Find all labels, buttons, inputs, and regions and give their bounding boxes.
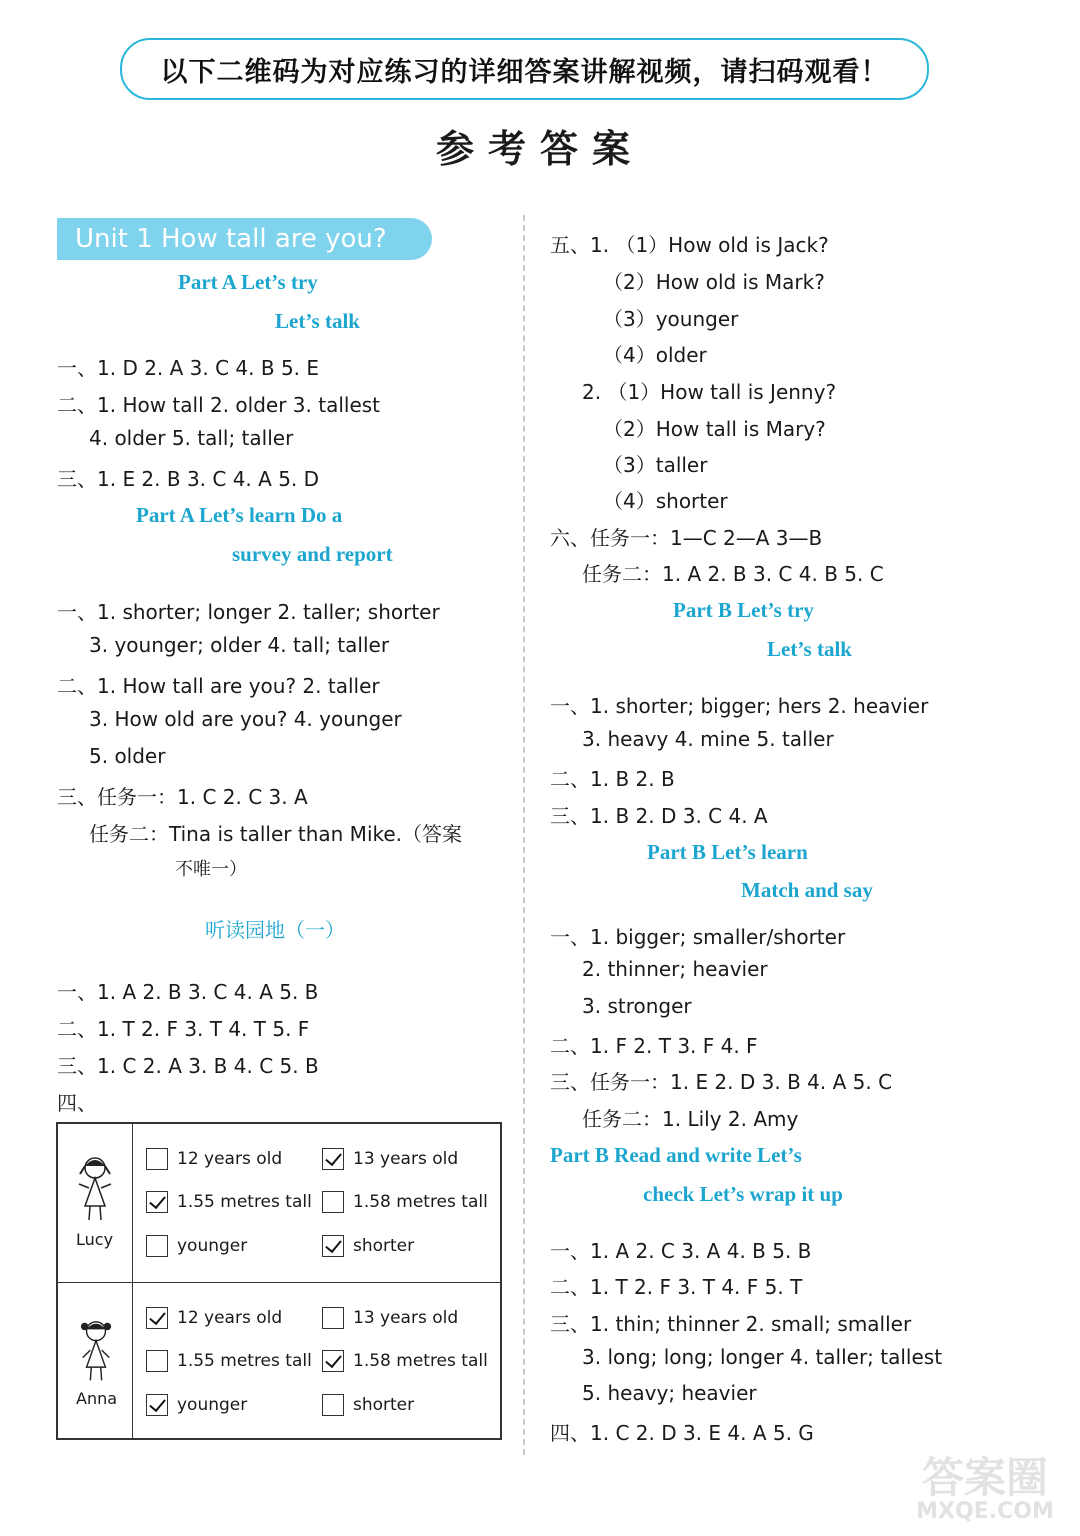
survey-option[interactable]: 12 years old (146, 1148, 282, 1170)
answer-line: （4）older (603, 343, 707, 367)
section-heading: Match and say (741, 878, 873, 902)
answer-line: 任务二：Tina is taller than Mike.（答案 (89, 822, 463, 846)
answer-line: （3）younger (603, 307, 739, 331)
section-heading: Part A Let’s learn Do a (136, 503, 343, 527)
answer-line: 二、1. T 2. F 3. T 4. F 5. T (550, 1275, 803, 1299)
survey-option[interactable]: 1.58 metres tall (322, 1191, 488, 1213)
section-heading: Part B Let’s learn (647, 840, 808, 864)
section-heading: Let’s talk (767, 637, 852, 661)
survey-option[interactable]: 1.55 metres tall (146, 1191, 312, 1213)
checkbox[interactable] (322, 1394, 344, 1416)
checkbox[interactable] (322, 1191, 344, 1213)
checkbox[interactable] (146, 1235, 168, 1257)
person-name: Anna (76, 1389, 118, 1408)
answer-line: 四、1. C 2. D 3. E 4. A 5. G (550, 1421, 814, 1445)
answer-note: 不唯一） (175, 859, 247, 880)
answer-line: 一、1. A 2. B 3. C 4. A 5. B (57, 980, 319, 1004)
answer-line: 五、1. （1）How old is Jack? (550, 233, 829, 257)
answer-line: 三、任务一：1. E 2. D 3. B 4. A 5. C (550, 1070, 893, 1094)
answer-line: （4）shorter (603, 489, 728, 513)
answer-line: 二、1. F 2. T 3. F 4. F (550, 1034, 758, 1058)
column-divider (523, 215, 525, 1455)
section-heading: Part A Let’s try (178, 270, 318, 294)
answer-line: 5. heavy; heavier (582, 1381, 757, 1405)
survey-option[interactable]: 13 years old (322, 1307, 458, 1329)
answer-line: 4. older 5. tall; taller (89, 426, 294, 450)
answer-line: 二、1. How tall 2. older 3. tallest (57, 393, 381, 417)
checkbox[interactable] (146, 1148, 168, 1170)
section-heading: check Let’s wrap it up (643, 1182, 843, 1206)
girl-avatar-icon (72, 1154, 118, 1226)
answer-line: 2. （1）How tall is Jenny? (582, 380, 837, 404)
survey-option[interactable]: younger (146, 1394, 247, 1416)
survey-table (56, 1122, 502, 1440)
person-name: Lucy (76, 1230, 114, 1249)
unit-heading: Unit 1 How tall are you? (57, 218, 432, 260)
answer-line: 3. younger; older 4. tall; taller (89, 633, 390, 657)
section-heading: 听读园地（一） (205, 918, 345, 942)
answer-line: 3. How old are you? 4. younger (89, 707, 402, 731)
answer-line: 一、1. D 2. A 3. C 4. B 5. E (57, 356, 320, 380)
checkbox[interactable] (322, 1307, 344, 1329)
answer-line: 3. long; long; longer 4. taller; tallest (582, 1345, 943, 1369)
answer-line: 一、1. shorter; longer 2. taller; shorter (57, 600, 440, 624)
answer-line: 六、任务一：1—C 2—A 3—B (550, 526, 823, 550)
section-heading: Let’s talk (275, 309, 360, 333)
checkbox[interactable] (146, 1350, 168, 1372)
answer-line: 三、1. B 2. D 3. C 4. A (550, 804, 768, 828)
girl-avatar-icon (74, 1318, 118, 1386)
answer-line: 三、任务一：1. C 2. C 3. A (57, 785, 308, 809)
answer-line: 二、1. B 2. B (550, 767, 675, 791)
answer-line: 一、1. bigger; smaller/shorter (550, 925, 846, 949)
answer-line: 三、1. thin; thinner 2. small; smaller (550, 1312, 912, 1336)
answer-line: 2. thinner; heavier (582, 957, 768, 981)
answer-line: 一、1. shorter; bigger; hers 2. heavier (550, 694, 929, 718)
top-notice-banner: 以下二维码为对应练习的详细答案讲解视频，请扫码观看！ (120, 38, 929, 100)
answer-line: 二、1. T 2. F 3. T 4. T 5. F (57, 1017, 310, 1041)
section-heading: Part B Let’s try (673, 598, 814, 622)
section-heading: Part B Read and write Let’s (550, 1143, 802, 1167)
checkbox[interactable] (146, 1191, 168, 1213)
checkbox[interactable] (146, 1307, 168, 1329)
answer-line: （3）taller (603, 453, 708, 477)
checkbox[interactable] (146, 1394, 168, 1416)
checkbox[interactable] (322, 1148, 344, 1170)
survey-option[interactable]: 1.58 metres tall (322, 1350, 488, 1372)
survey-option[interactable]: younger (146, 1235, 247, 1257)
page-title: 参考答案 (435, 126, 644, 171)
answer-line: （2）How old is Mark? (603, 270, 825, 294)
checkbox[interactable] (322, 1350, 344, 1372)
survey-option[interactable]: shorter (322, 1394, 414, 1416)
answer-line: 一、1. A 2. C 3. A 4. B 5. B (550, 1239, 812, 1263)
answer-line: （2）How tall is Mary? (603, 417, 826, 441)
survey-option[interactable]: shorter (322, 1235, 414, 1257)
answer-line: 三、1. E 2. B 3. C 4. A 5. D (57, 467, 320, 491)
survey-option[interactable]: 1.55 metres tall (146, 1350, 312, 1372)
answer-line: 三、1. C 2. A 3. B 4. C 5. B (57, 1054, 319, 1078)
answer-line: 任务二：1. A 2. B 3. C 4. B 5. C (582, 562, 884, 586)
survey-option[interactable]: 13 years old (322, 1148, 458, 1170)
answer-line: 二、1. How tall are you? 2. taller (57, 674, 380, 698)
answer-line: 任务二：1. Lily 2. Amy (582, 1107, 799, 1131)
answer-line: 5. older (89, 744, 166, 768)
answer-line: 四、 (57, 1091, 97, 1115)
answer-line: 3. heavy 4. mine 5. taller (582, 727, 834, 751)
checkbox[interactable] (322, 1235, 344, 1257)
watermark-logo: 答案圈 MXQE.COM (916, 1453, 1054, 1524)
answer-line: 3. stronger (582, 994, 692, 1018)
section-heading: survey and report (232, 542, 393, 566)
survey-option[interactable]: 12 years old (146, 1307, 282, 1329)
